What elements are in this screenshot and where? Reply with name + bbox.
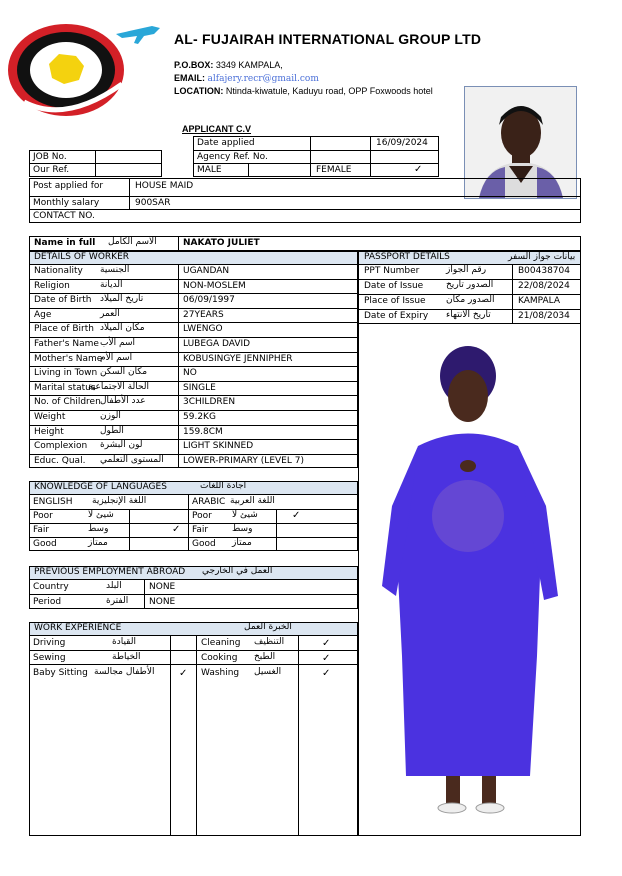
detail-label: Father's Name [34, 339, 99, 349]
english-level-label-ar: ممتاز [88, 538, 108, 548]
female-label: FEMALE [316, 165, 352, 175]
email-link[interactable]: alfajery.recr@gmail.com [207, 74, 319, 84]
passport-value: 21/08/2034 [518, 311, 570, 321]
detail-value: LIGHT SKINNED [183, 441, 254, 451]
detail-label: Height [34, 427, 64, 437]
post-applied-value: HOUSE MAID [135, 181, 194, 191]
row-divider [29, 293, 358, 294]
detail-label: Place of Birth [34, 324, 94, 334]
detail-value: LOWER-PRIMARY (LEVEL 7) [183, 456, 304, 466]
detail-label: Living in Town [34, 368, 98, 378]
date-applied-label: Date applied [197, 138, 255, 148]
detail-value: SINGLE [183, 383, 216, 393]
date-applied-value: 16/09/2024 [376, 138, 428, 148]
languages-title-ar: اجادة اللغات [200, 481, 247, 491]
arabic-label-ar: اللغة العربية [230, 496, 275, 506]
passport-label: Date of Expiry [364, 311, 429, 321]
detail-value: NO [183, 368, 197, 378]
experience-title: WORK EXPERIENCE [34, 623, 122, 633]
detail-value: NON-MOSLEM [183, 281, 246, 291]
passport-label-ar: رقم الجواز [446, 265, 487, 275]
location-line: LOCATION: Ntinda-kiwatule, Kaduyu road, OPP Foxwoods hotel [174, 86, 433, 96]
english-level-label: Fair [33, 525, 50, 535]
arabic-level-label: Fair [192, 525, 209, 535]
country-value: NONE [149, 582, 176, 592]
row-divider [29, 352, 358, 353]
pobox-line: P.O.BOX: 3349 KAMPALA, [174, 60, 283, 70]
company-logo [4, 14, 164, 118]
detail-label: Mother's Name [34, 354, 103, 364]
country-label: Country [33, 582, 69, 592]
passport-label: Place of Issue [364, 296, 426, 306]
detail-label-ar: مكان السكن [100, 367, 148, 377]
row-divider [29, 395, 358, 396]
experience-right-label-ar: الغسيل [254, 667, 282, 677]
experience-left-label: Baby Sitting [33, 668, 88, 678]
detail-value: 27YEARS [183, 310, 224, 320]
detail-label: Weight [34, 412, 66, 422]
experience-left-label-ar: القيادة [112, 637, 136, 647]
detail-value: LWENGO [183, 324, 223, 334]
passport-title: PASSPORT DETAILS [364, 252, 450, 262]
detail-label-ar: اسم الأب [100, 338, 135, 348]
passport-value: KAMPALA [518, 296, 561, 306]
detail-label-ar: مكان الميلاد [100, 323, 145, 333]
arabic-level-check-mark: ✓ [292, 510, 301, 521]
detail-label: Educ. Qual. [34, 456, 86, 466]
passport-label: Date of Issue [364, 281, 424, 291]
passport-title-ar: بيانات جواز السفر [508, 252, 576, 262]
applicant-cv-title: APPLICANT C.V [182, 124, 252, 134]
post-applied-label: Post applied for [33, 181, 104, 191]
row-divider [29, 439, 358, 440]
english-level-label-ar: وسط [88, 524, 109, 534]
arabic-level-label-ar: ممتاز [232, 538, 252, 548]
experience-left-label-ar: الخياطة [112, 652, 141, 662]
employment-title-ar: العمل في الخارجي [202, 566, 273, 576]
detail-label-ar: المستوى التعلمي [100, 455, 164, 465]
passport-value: 22/08/2024 [518, 281, 570, 291]
contact-label: CONTACT NO. [33, 211, 95, 221]
detail-label: Date of Birth [34, 295, 92, 305]
detail-value: LUBEGA DAVID [183, 339, 251, 349]
salary-value: 900SAR [135, 198, 171, 208]
agency-ref-label: Agency Ref. No. [197, 152, 268, 162]
detail-label: Religion [34, 281, 70, 291]
email-line: EMAIL: alfajery.recr@gmail.com [174, 73, 319, 84]
employment-title: PREVIOUS EMPLOYMENT ABROAD [34, 567, 186, 577]
detail-label: Complexion [34, 441, 88, 451]
period-label-ar: الفترة [106, 596, 129, 606]
detail-label: Marital status [34, 383, 96, 393]
experience-right-label: Cleaning [201, 638, 241, 648]
arabic-level-label-ar: وسط [232, 524, 253, 534]
row-divider [29, 410, 358, 411]
detail-label-ar: الوزن [100, 411, 121, 421]
passport-value: B00438704 [518, 266, 570, 276]
experience-right-label: Cooking [201, 653, 238, 663]
period-value: NONE [149, 597, 176, 607]
name-value: NAKATO JULIET [183, 238, 260, 248]
detail-label: Age [34, 310, 52, 320]
experience-left-label-ar: الأطفال مجالسة [94, 667, 155, 677]
detail-value: 159.8CM [183, 427, 223, 437]
experience-right-check-mark: ✓ [322, 653, 331, 664]
detail-label-ar: الديانة [100, 280, 123, 290]
english-label-ar: اللغة الإنجليزية [92, 496, 147, 506]
row-divider [29, 366, 358, 367]
period-label: Period [33, 597, 62, 607]
experience-right-label-ar: التنظيف [254, 637, 285, 647]
detail-value: KOBUSINGYE JENNIPHER [183, 354, 293, 364]
details-title: DETAILS OF WORKER [34, 252, 130, 262]
detail-label-ar: الطول [100, 426, 124, 436]
english-label: ENGLISH [33, 497, 73, 507]
arabic-level-label-ar: شيئ لا [232, 510, 258, 520]
arabic-label: ARABIC [192, 497, 226, 507]
arabic-level-label: Good [192, 539, 216, 549]
experience-right-label: Washing [201, 668, 240, 678]
name-label-ar: الاسم الكامل [108, 237, 157, 247]
detail-label-ar: لون البشرة [100, 440, 143, 450]
row-divider [29, 279, 358, 280]
languages-title: KNOWLEDGE OF LANGUAGES [34, 482, 167, 492]
passport-label-ar: الصدور تاريخ [446, 280, 494, 290]
salary-label: Monthly salary [33, 198, 100, 208]
detail-label-ar: العمر [100, 309, 120, 319]
arabic-level-label: Poor [192, 511, 212, 521]
detail-value: 59.2KG [183, 412, 216, 422]
male-label: MALE [197, 165, 222, 175]
detail-label-ar: عدد الأطفال [100, 396, 146, 406]
job-no-label: JOB No. [33, 152, 67, 162]
row-divider [29, 337, 358, 338]
female-check-mark: ✓ [414, 164, 423, 175]
row-divider [29, 322, 358, 323]
our-ref-label: Our Ref. [33, 165, 70, 175]
experience-right-check-mark: ✓ [322, 638, 331, 649]
detail-value: 3CHILDREN [183, 397, 236, 407]
row-divider [29, 454, 358, 455]
english-level-label: Good [33, 539, 57, 549]
detail-label-ar: اسم الأم [100, 353, 133, 363]
passport-label-ar: تاريخ الانتهاء [446, 310, 491, 320]
experience-left-label: Sewing [33, 653, 66, 663]
post-salary-contact-table [29, 178, 581, 223]
passport-label-ar: الصدور مكان [446, 295, 495, 305]
experience-table [29, 635, 358, 836]
row-divider [29, 425, 358, 426]
experience-left-check-mark: ✓ [179, 668, 188, 679]
detail-label-ar: تاريخ الميلاد [100, 294, 144, 304]
detail-label-ar: الجنسية [100, 265, 130, 275]
detail-label: Nationality [34, 266, 83, 276]
row-divider [29, 381, 358, 382]
company-name: AL- FUJAIRAH INTERNATIONAL GROUP LTD [174, 31, 482, 47]
passport-label: PPT Number [364, 266, 420, 276]
applicant-full-body-photo [362, 336, 580, 826]
country-label-ar: البلد [106, 581, 122, 591]
detail-label: No. of Children [34, 397, 101, 407]
row-divider [29, 308, 358, 309]
detail-value: 06/09/1997 [183, 295, 235, 305]
english-level-label: Poor [33, 511, 53, 521]
experience-right-check-mark: ✓ [322, 668, 331, 679]
experience-title-ar: الخبرة العمل [244, 622, 292, 632]
detail-label-ar: الحالة الاجتماعية [88, 382, 149, 392]
english-level-check-mark: ✓ [172, 524, 181, 535]
experience-right-label-ar: الطبخ [254, 652, 276, 662]
name-label: Name in full [34, 238, 96, 248]
detail-value: UGANDAN [183, 266, 230, 276]
english-level-label-ar: شيئ لا [88, 510, 114, 520]
experience-left-label: Driving [33, 638, 66, 648]
